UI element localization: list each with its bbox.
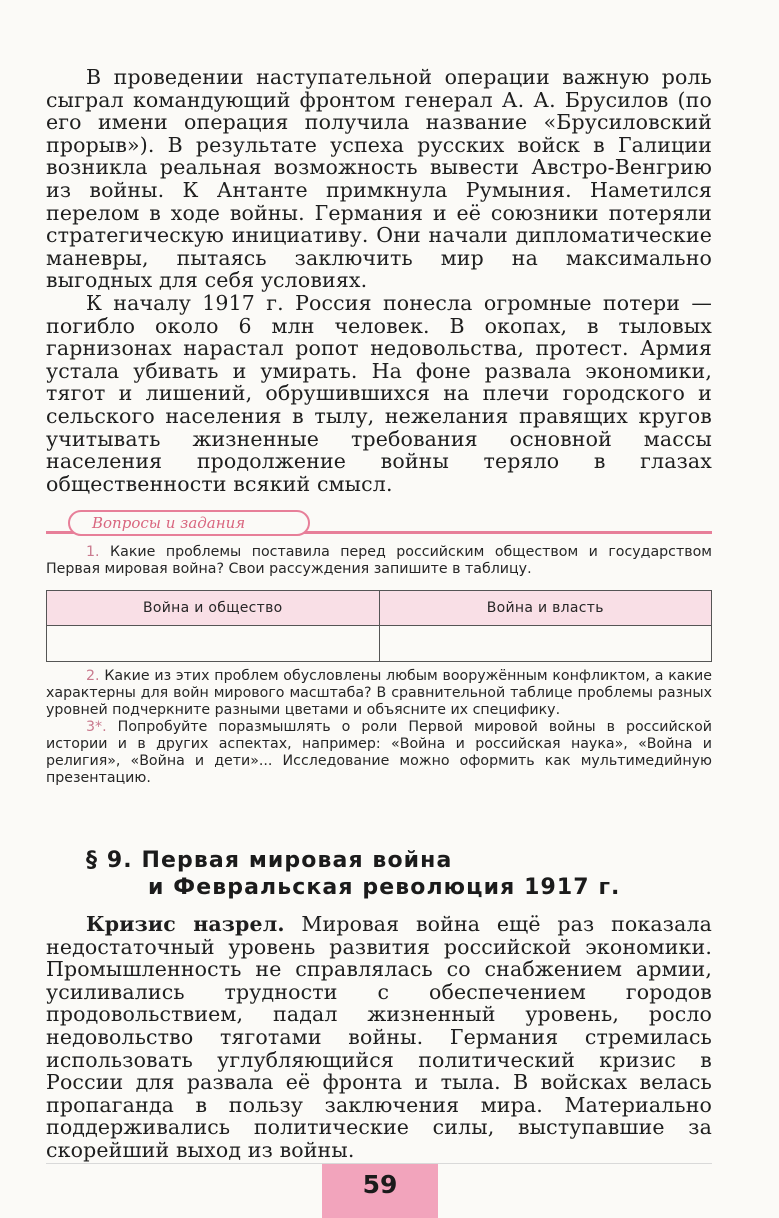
section-title-line-2: и Февральская революция 1917 г. bbox=[148, 875, 621, 900]
question-2-number: 2. bbox=[86, 668, 100, 684]
table-cell-power bbox=[379, 626, 712, 662]
question-1 bbox=[46, 544, 712, 578]
questions-header bbox=[46, 508, 712, 538]
section-title-line-1: § 9. Первая мировая война bbox=[86, 848, 453, 873]
paragraph-brusilov: В проведении наступательной операции важную роль сыграл командующий фронтом генерал А. А. Брусилов (по его имени операция получила название «Брусиловский прорыв»). В результате успеха русских войск в Галиции возникла реальная возможность вывести Австро-Венгрию из войны. К Антанте примкнула Румыния. Наметился перелом в ходе войны. Германия и её союзники потеряли стратегическую инициативу. Они начали дипломатические маневры, пытаясь заключить мир на максимально выгодных для себя условиях. bbox=[46, 65, 712, 293]
body-text-bottom bbox=[46, 913, 712, 1162]
body-text-top bbox=[46, 66, 712, 495]
question-3-text: Попробуйте поразмышлять о роли Первой мировой войны в российской истории и в других аспектах, например: «Война и российская наука», «Война и религия», «Война и дети»... Исследование можно оформить как мультимедийную презентацию. bbox=[46, 719, 712, 786]
problems-table bbox=[46, 590, 712, 662]
problems-table-header-row bbox=[47, 591, 712, 626]
question-3-number: 3*. bbox=[86, 719, 107, 735]
paragraph-crisis-lead: Кризис назрел. bbox=[86, 912, 285, 936]
question-2-text: Какие из этих проблем обусловлены любым вооружённым конфликтом, а какие характерны для войн мирового масштаба? В сравнительной таблице проблемы разных уровней подчеркните разными цветами и объясните их специфику. bbox=[46, 668, 712, 718]
paragraph-crisis-text: Мировая война ещё раз показала недостаточный уровень развития российской экономики. Промышленность не справлялась со снабжением армии, усиливались трудности с обеспечением городов продовольствием, падал жизненный уровень, росло недовольство тяготами войны. Германия стремилась использовать углубляющийся политический кризис в России для развала её фронта и тыла. В войсках велась пропаганда в пользу заключения мира. Материально поддерживались политические силы, выступавшие за скорейший выход из войны. bbox=[46, 912, 712, 1162]
question-2 bbox=[46, 668, 712, 719]
table-cell-society bbox=[47, 626, 380, 662]
page-number: 59 bbox=[362, 1170, 398, 1199]
table-header-society: Война и общество bbox=[47, 591, 380, 626]
questions-2-3 bbox=[46, 668, 712, 787]
question-1-text: Какие проблемы поставила перед российским обществом и государством Первая мировая война? Свои рассуждения запишите в таблицу. bbox=[46, 544, 712, 577]
question-3 bbox=[46, 719, 712, 787]
table-header-power: Война и власть bbox=[379, 591, 712, 626]
section-title bbox=[86, 847, 621, 901]
paragraph-crisis bbox=[46, 913, 712, 1162]
question-1-number: 1. bbox=[86, 544, 100, 560]
problems-table-empty-row bbox=[47, 626, 712, 662]
questions-header-label: Вопросы и задания bbox=[68, 510, 310, 536]
paragraph-losses-1917: К началу 1917 г. Россия понесла огромные потери — погибло около 6 млн человек. В окопах, в тыловых гарнизонах нарастал ропот недовольства, протест. Армия устала убивать и умирать. На фоне развала экономики, тягот и лишений, обрушившихся на плечи городского и сельского населения в тылу, нежелания правящих кругов учитывать жизненные требования основной массы населения продолжение войны теряло в глазах общественности всякий смысл. bbox=[46, 290, 712, 496]
